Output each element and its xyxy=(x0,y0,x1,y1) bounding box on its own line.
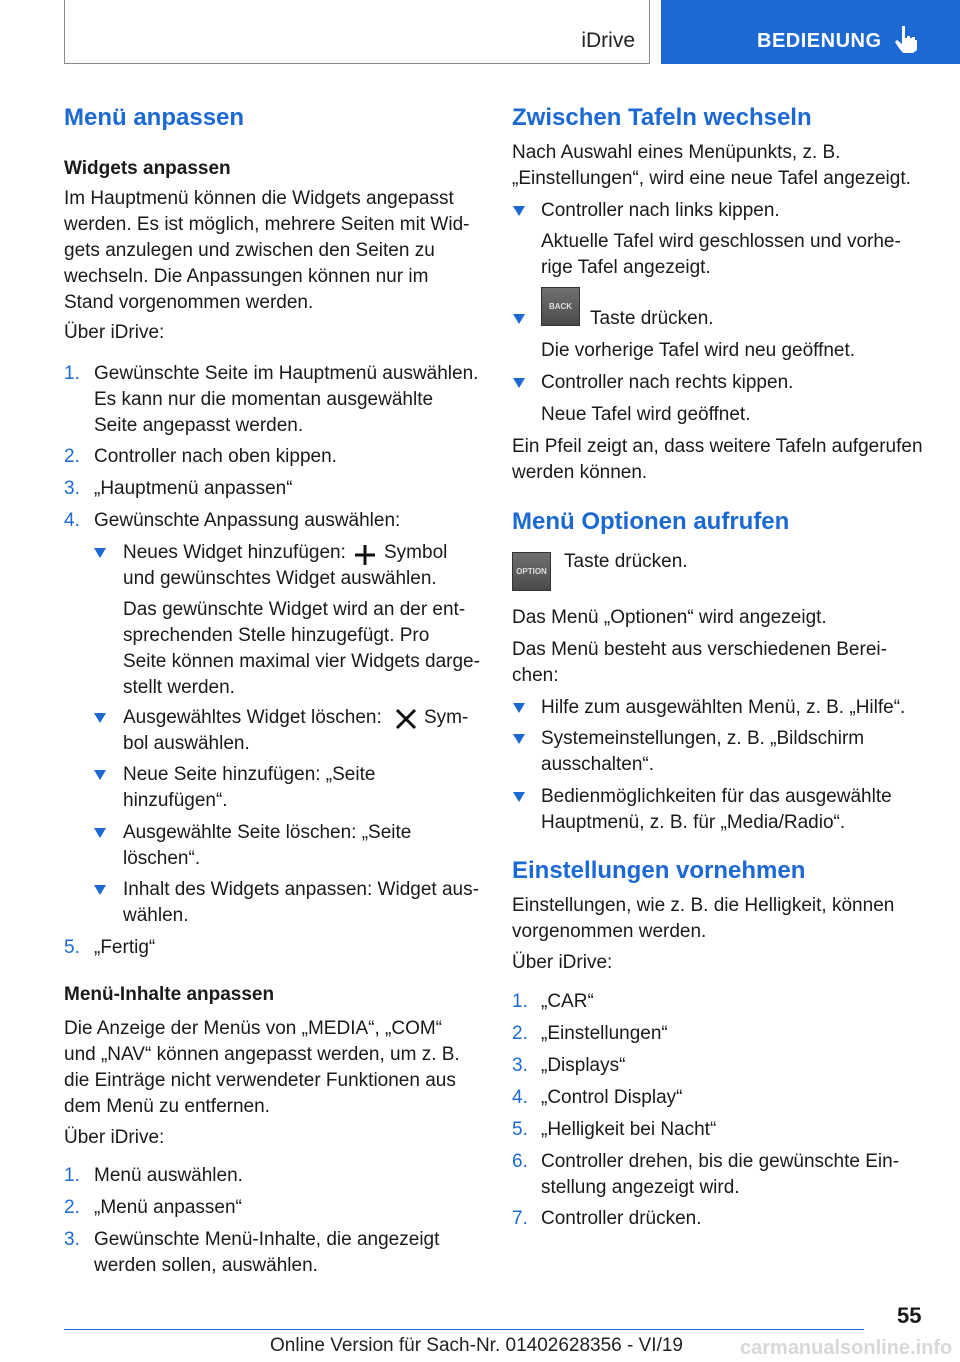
step-number: 2. xyxy=(512,1023,528,1044)
back-key-icon: BACK xyxy=(541,287,580,326)
sub-bullet-text: und gewünschtes Widget auswählen. xyxy=(123,568,437,589)
sub-bullet-text: Ausgewähltes Widget löschen: xyxy=(123,707,382,728)
sub-bullet-text: Neues Widget hinzufügen: xyxy=(123,542,346,563)
step-text: Controller drehen, bis die gewünschte Ein- xyxy=(541,1151,900,1172)
step-number: 5. xyxy=(64,937,80,958)
bullet-triangle-icon xyxy=(513,734,525,744)
option-key-icon: OPTION xyxy=(512,552,551,591)
step-text: Controller nach oben kippen. xyxy=(94,446,337,467)
bullet-triangle-icon xyxy=(94,828,106,838)
step-number: 7. xyxy=(512,1208,528,1229)
bullet-note: Die vorherige Tafel wird neu geöffnet. xyxy=(541,340,856,361)
section-title: iDrive xyxy=(581,29,635,52)
header-section-box xyxy=(64,0,650,64)
ueber-idrive-label: Über iDrive: xyxy=(512,952,613,973)
tafeln-intro-line: „Einstellungen“, wird eine neue Tafel angezeigt. xyxy=(512,168,911,189)
sub-bullet-note: stellt werden. xyxy=(123,677,235,698)
step-text: „Helligkeit bei Nacht“ xyxy=(541,1119,717,1140)
bullet-text: Systemeinstellungen, z. B. „Bildschirm xyxy=(541,728,865,749)
step-number: 4. xyxy=(64,510,80,531)
step-number: 1. xyxy=(64,1165,80,1186)
footer-divider xyxy=(64,1329,864,1330)
widgets-intro-line: Im Hauptmenü können die Widgets angepasst xyxy=(64,188,454,209)
page-number: 55 xyxy=(897,1303,922,1328)
step-number: 2. xyxy=(64,1197,80,1218)
options-desc: chen: xyxy=(512,665,559,686)
step-text: „Menü anpassen“ xyxy=(94,1197,242,1218)
step-text: stellung angezeigt wird. xyxy=(541,1177,740,1198)
step-text: „Hauptmenü anpassen“ xyxy=(94,478,293,499)
step-text: „Displays“ xyxy=(541,1055,626,1076)
close-x-icon xyxy=(395,708,417,730)
widgets-intro-line: werden. Es ist möglich, mehrere Seiten mit Wid- xyxy=(64,214,470,235)
step-text: „CAR“ xyxy=(541,991,594,1012)
bullet-triangle-icon xyxy=(94,713,106,723)
step-number: 1. xyxy=(64,363,80,384)
step-text: Menü auswählen. xyxy=(94,1165,243,1186)
step-number: 6. xyxy=(512,1151,528,1172)
bullet-text: ausschalten“. xyxy=(541,754,655,775)
sub-bullet-text: Symbol xyxy=(384,542,448,563)
bullet-text: Bedienmöglichkeiten für das ausgewählte xyxy=(541,786,892,807)
step-text: Es kann nur die momentan ausgewählte xyxy=(94,389,434,410)
footer-online-version: Online Version für Sach-Nr. 01402628356 - VI/19 xyxy=(270,1335,683,1356)
bullet-note: Neue Tafel wird geöffnet. xyxy=(541,404,751,425)
bullet-text: Hilfe zum ausgewählten Menü, z. B. „Hilfe“. xyxy=(541,697,906,718)
header-chapter-box xyxy=(661,0,960,64)
sub-bullet-text: bol auswählen. xyxy=(123,733,250,754)
heading-tafeln-wechseln: Zwischen Tafeln wechseln xyxy=(512,104,812,131)
widgets-intro-line: gets anzulegen und zwischen den Seiten zu xyxy=(64,240,435,261)
step-number: 3. xyxy=(64,478,80,499)
bullet-note: Aktuelle Tafel wird geschlossen und vorhe- xyxy=(541,231,901,252)
sub-bullet-note: sprechenden Stelle hinzugefügt. Pro xyxy=(123,625,430,646)
plus-icon xyxy=(354,544,376,566)
sub-bullet-text: Ausgewählte Seite löschen: „Seite xyxy=(123,822,412,843)
step-text: Gewünschte Anpassung auswählen: xyxy=(94,510,401,531)
options-desc: Das Menü „Optionen“ wird angezeigt. xyxy=(512,607,827,628)
step-number: 4. xyxy=(512,1087,528,1108)
bullet-triangle-icon xyxy=(513,206,525,216)
menu-intro-line: dem Menü zu entfernen. xyxy=(64,1096,270,1117)
menu-intro-line: und „NAV“ können angepasst werden, um z. B. xyxy=(64,1044,460,1065)
menu-intro-line: die Einträge nicht verwendeter Funktionen aus xyxy=(64,1070,456,1091)
heading-widgets-anpassen: Widgets anpassen xyxy=(64,158,231,179)
bullet-triangle-icon xyxy=(513,792,525,802)
options-desc: Das Menü besteht aus verschiedenen Berei- xyxy=(512,639,887,660)
heading-menue-anpassen: Menü anpassen xyxy=(64,104,245,131)
arrow-note-line: Ein Pfeil zeigt an, dass weitere Tafeln aufgerufen xyxy=(512,436,923,457)
sub-bullet-note: Das gewünschte Widget wird an der ent- xyxy=(123,599,466,620)
step-text: Gewünschte Seite im Hauptmenü auswählen. xyxy=(94,363,479,384)
step-text: „Einstellungen“ xyxy=(541,1023,668,1044)
heading-menue-inhalte: Menü-Inhalte anpassen xyxy=(64,984,275,1005)
sub-bullet-note: Seite können maximal vier Widgets darge- xyxy=(123,651,480,672)
step-number: 2. xyxy=(64,446,80,467)
ueber-idrive-label: Über iDrive: xyxy=(64,322,165,343)
heading-einstellungen: Einstellungen vornehmen xyxy=(512,857,806,884)
step-text: Gewünschte Menü-Inhalte, die angezeigt xyxy=(94,1229,440,1250)
einstellungen-intro-line: vorgenommen werden. xyxy=(512,921,707,942)
sub-bullet-text: Neue Seite hinzufügen: „Seite xyxy=(123,764,376,785)
step-text: „Fertig“ xyxy=(94,937,156,958)
tafeln-intro-line: Nach Auswahl eines Menüpunkts, z. B. xyxy=(512,142,841,163)
step-text: „Control Display“ xyxy=(541,1087,683,1108)
step-number: 3. xyxy=(64,1229,80,1250)
step-text: werden sollen, auswählen. xyxy=(94,1255,318,1276)
widgets-intro-line: wechseln. Die Anpassungen können nur im xyxy=(64,266,429,287)
option-key-text: Taste drücken. xyxy=(564,551,688,572)
bullet-triangle-icon xyxy=(94,548,106,558)
sub-bullet-text: hinzufügen“. xyxy=(123,790,228,811)
sub-bullet-text: Inhalt des Widgets anpassen: Widget aus- xyxy=(123,879,479,900)
sub-bullet-text: Sym- xyxy=(424,707,469,728)
bullet-triangle-icon xyxy=(513,378,525,388)
widgets-intro-line: Stand vorgenommen werden. xyxy=(64,292,314,313)
bullet-text: Controller nach rechts kippen. xyxy=(541,372,794,393)
sub-bullet-text: wählen. xyxy=(123,905,189,926)
bullet-text: Taste drücken. xyxy=(590,308,714,329)
pointing-hand-icon xyxy=(893,24,921,54)
bullet-triangle-icon xyxy=(513,703,525,713)
menu-intro-line: Die Anzeige der Menüs von „MEDIA“, „COM“ xyxy=(64,1018,443,1039)
bullet-text: Hauptmenü, z. B. für „Media/Radio“. xyxy=(541,812,846,833)
sub-bullet-text: löschen“. xyxy=(123,848,201,869)
step-number: 1. xyxy=(512,991,528,1012)
step-number: 3. xyxy=(512,1055,528,1076)
ueber-idrive-label: Über iDrive: xyxy=(64,1127,165,1148)
bullet-triangle-icon xyxy=(94,770,106,780)
bullet-text: Controller nach links kippen. xyxy=(541,200,780,221)
watermark: carmanualsonline.info xyxy=(740,1337,953,1359)
arrow-note-line: werden können. xyxy=(512,462,648,483)
chapter-title: BEDIENUNG xyxy=(757,30,882,52)
bullet-triangle-icon xyxy=(513,314,525,324)
einstellungen-intro-line: Einstellungen, wie z. B. die Helligkeit, können xyxy=(512,895,895,916)
heading-menue-optionen: Menü Optionen aufrufen xyxy=(512,508,790,535)
bullet-triangle-icon xyxy=(94,885,106,895)
step-text: Seite angepasst werden. xyxy=(94,415,304,436)
step-number: 5. xyxy=(512,1119,528,1140)
bullet-note: rige Tafel angezeigt. xyxy=(541,257,711,278)
step-text: Controller drücken. xyxy=(541,1208,702,1229)
